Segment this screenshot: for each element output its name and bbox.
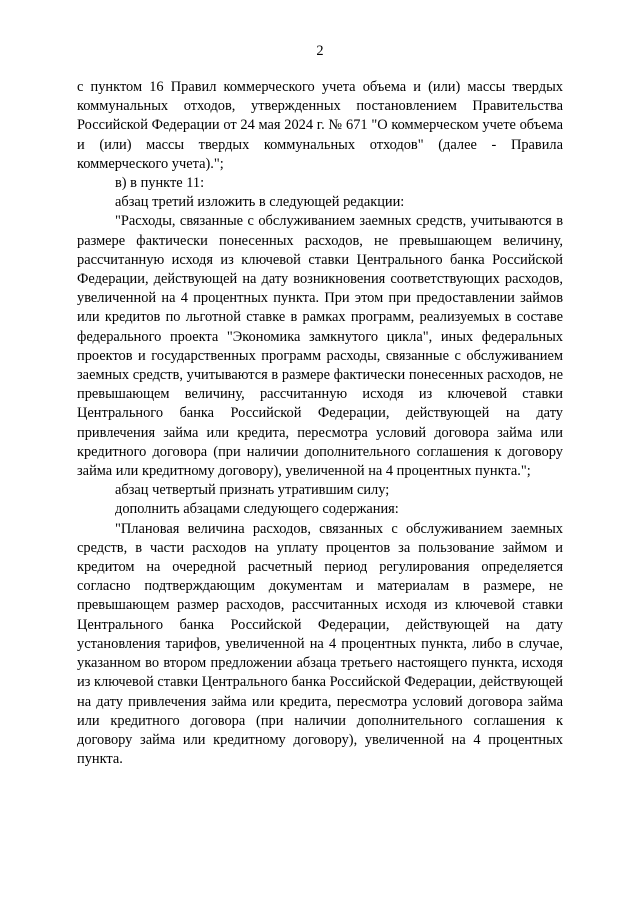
paragraph-supplement: дополнить абзацами следующего содержания: — [115, 501, 399, 518]
paragraph-item-v: в) в пункте 11: — [115, 175, 205, 192]
paragraph-repeal-fourth: абзац четвертый признать утратившим силу; — [115, 482, 390, 499]
paragraph-rules-reference: с пунктом 16 Правил коммерческого учета объема и (или) массы твердых коммунальных отходов, утвержденных постановлением Правительства Российской Федерации от 24 мая 2024 г. № 671 "О коммерческом учете объема и (или) массы твердых коммунальных отходов" (далее - Правила коммерческого учета)."; — [77, 79, 563, 172]
document-body — [77, 78, 563, 769]
paragraph-amend-third: абзац третий изложить в следующей редакции: — [115, 194, 405, 211]
page-number: 2 — [316, 43, 324, 59]
paragraph-borrowing-costs: "Расходы, связанные с обслуживанием заемных средств, учитываются в размере фактически понесенных расходов, не превышающем величину, рассчитанную исходя из ключевой ставки Центрального банка Российской Федерации, действующей на дату возникновения соответствующих расходов, увеличенной на 4 процентных пункта. При этом при предоставлении займов или кредитов по льготной ставке в рамках программ, реализуемых в составе федерального проекта "Экономика замкнутого цикла", иных федеральных проектов и государственных программ расходы, связанные с обслуживанием заемных средств, учитываются в размере фактически понесенных расходов, не превышающем величину, рассчитанную исходя из ключевой ставки Центрального банка Российской Федерации, действующей на дату привлечения займа или кредита, пересмотра условий договора займа или кредитного договора (при наличии дополнительного соглашения к договору займа или кредитному договору), увеличенной на 4 процентных пункта."; — [77, 213, 563, 480]
paragraph-planned-costs: "Плановая величина расходов, связанных с обслуживанием заемных средств, в части расходов на уплату процентов за пользование займом и кредитом на очередной расчетный период регулирования определяется согласно подтверждающим документам и материалам в размере, не превышающем размер расходов, рассчитанных исходя из ключевой ставки Центрального банка Российской Федерации, действующей на дату установления тарифов, увеличенной на 4 процентных пункта, либо в случае, указанном во втором предложении абзаца третьего настоящего пункта, исходя из ключевой ставки Центрального банка Российской Федерации, действующей на дату привлечения займа или кредита, пересмотра условий договора займа или кредитного договора (при наличии дополнительного соглашения к договору займа или кредитному договору), увеличенной на 4 процентных пункта. — [77, 520, 563, 768]
